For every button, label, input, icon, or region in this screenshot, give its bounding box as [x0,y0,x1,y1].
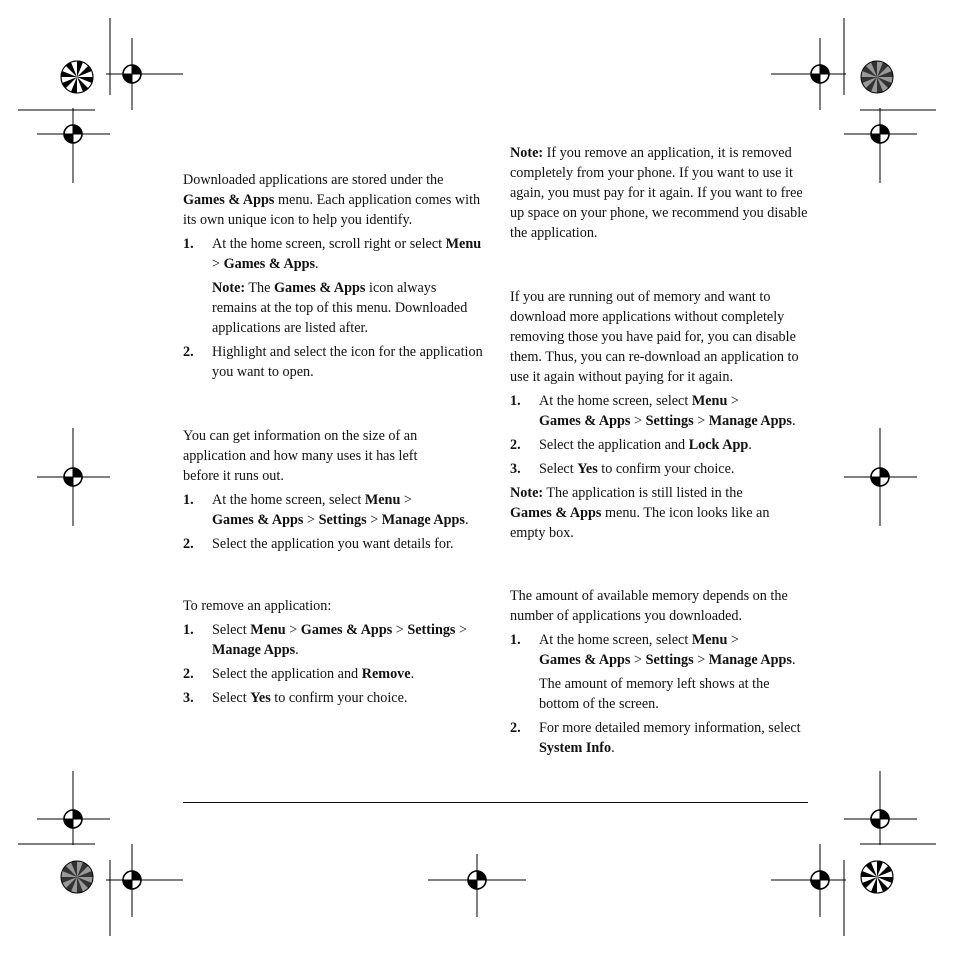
menu-term: Menu [364,492,401,508]
step-text-cont: to confirm your choice. [597,461,735,477]
step-number: 1. [183,622,194,638]
intro-text-cont: menu. Each application comes with its own unique icon to help you identify. [183,192,481,228]
step-text: At the home screen, select [212,492,365,508]
separator: > [392,622,408,638]
menu-term: Manage Apps [212,642,296,658]
menu-term: Manage Apps [708,652,792,668]
step-number: 2. [183,666,194,682]
menu-term: Remove [361,666,411,682]
separator: > [693,652,709,668]
separator: > [630,652,646,668]
step-text: Select the application you want details for. [212,536,454,552]
step-number: 1. [510,632,521,648]
punct: . [791,652,796,668]
menu-term: Manage Apps [708,413,792,429]
step-text: At the home screen, select [539,632,692,648]
note-text: The [245,280,274,296]
step-number: 2. [183,344,194,360]
step-text: Highlight and select the icon for the application you want to open. [212,344,483,380]
step-number: 3. [183,690,194,706]
step-number: 1. [183,492,194,508]
menu-term: Games & Apps [539,413,631,429]
menu-term: Games & Apps [223,256,316,272]
menu-term: Menu [691,393,728,409]
step-number: 2. [510,437,521,453]
step-text-cont: to confirm your choice. [270,690,408,706]
note-text: If you remove an application, it is removed completely from your phone. If you want to use it again, you must pay for it again. If you want to free up space on your phone, we recommend you disable the application. [510,145,808,241]
note-text-cont: menu. The icon looks like an empty box. [510,505,770,541]
menu-term: Settings [645,652,694,668]
step-number: 2. [510,720,521,736]
memory-intro: The amount of available memory depends on the number of applications you downloaded. [510,588,788,624]
step-text: Select the application and [212,666,362,682]
separator: > [630,413,646,429]
separator: > [400,492,412,508]
menu-term: Menu [691,632,728,648]
separator: > [455,622,468,638]
details-intro: You can get information on the size of an application and how many uses it has left before it runs out. [183,428,418,484]
menu-term: Games & Apps [212,512,304,528]
separator: > [693,413,709,429]
menu-term: System Info [539,740,612,756]
menu-term: Games & Apps [510,505,602,521]
step-number: 3. [510,461,521,477]
step-text: At the home screen, select [539,393,692,409]
step-number: 2. [183,536,194,552]
separator: > [212,256,224,272]
punct: . [464,512,469,528]
separator: > [727,393,739,409]
menu-term: Games & Apps [300,622,393,638]
menu-term: Yes [250,690,271,706]
separator: > [366,512,382,528]
disable-intro: If you are running out of memory and want to download more applications without completely removing those you have paid for, you can disable them. Thus, you can re-download an application to use it again without paying for it again. [510,289,799,385]
menu-term: Menu [445,236,482,252]
star-target-icon [61,61,93,93]
menu-term: Games & Apps [183,192,275,208]
remove-intro: To remove an application: [183,598,332,614]
punct: . [410,666,415,682]
step-text: Select [212,690,251,706]
intro-text: Downloaded applications are stored under the [183,172,444,188]
star-target-icon [61,861,93,893]
punct: . [748,437,752,453]
menu-term: Games & Apps [539,652,631,668]
punct: . [315,256,319,272]
menu-term: Yes [577,461,598,477]
note-label: Note: [212,280,246,296]
note-text: The application is still listed in the [543,485,743,501]
star-target-icon [861,61,893,93]
separator: > [727,632,739,648]
menu-term: Games & Apps [274,280,366,296]
punct: . [791,413,796,429]
note-text-cont: icon always remains at the top of this menu. Downloaded applications are listed after. [212,280,468,336]
punct: . [295,642,299,658]
menu-term: Settings [645,413,694,429]
note-label: Note: [510,485,544,501]
menu-term: Menu [250,622,286,638]
star-target-icon [861,861,893,893]
menu-term: Lock App [688,437,749,453]
step-number: 1. [510,393,521,409]
separator: > [303,512,319,528]
menu-term: Manage Apps [381,512,465,528]
menu-term: Settings [407,622,456,638]
step-number: 1. [183,236,194,252]
step-text: Select [212,622,251,638]
note-label: Note: [510,145,544,161]
punct: . [611,740,615,756]
step-text: Select [539,461,578,477]
step-text: Select the application and [539,437,689,453]
memory-sub: The amount of memory left shows at the bottom of the screen. [539,676,770,712]
step-text: For more detailed memory information, select [539,720,801,736]
menu-term: Settings [318,512,367,528]
step-text: At the home screen, scroll right or select [212,236,446,252]
separator: > [285,622,301,638]
